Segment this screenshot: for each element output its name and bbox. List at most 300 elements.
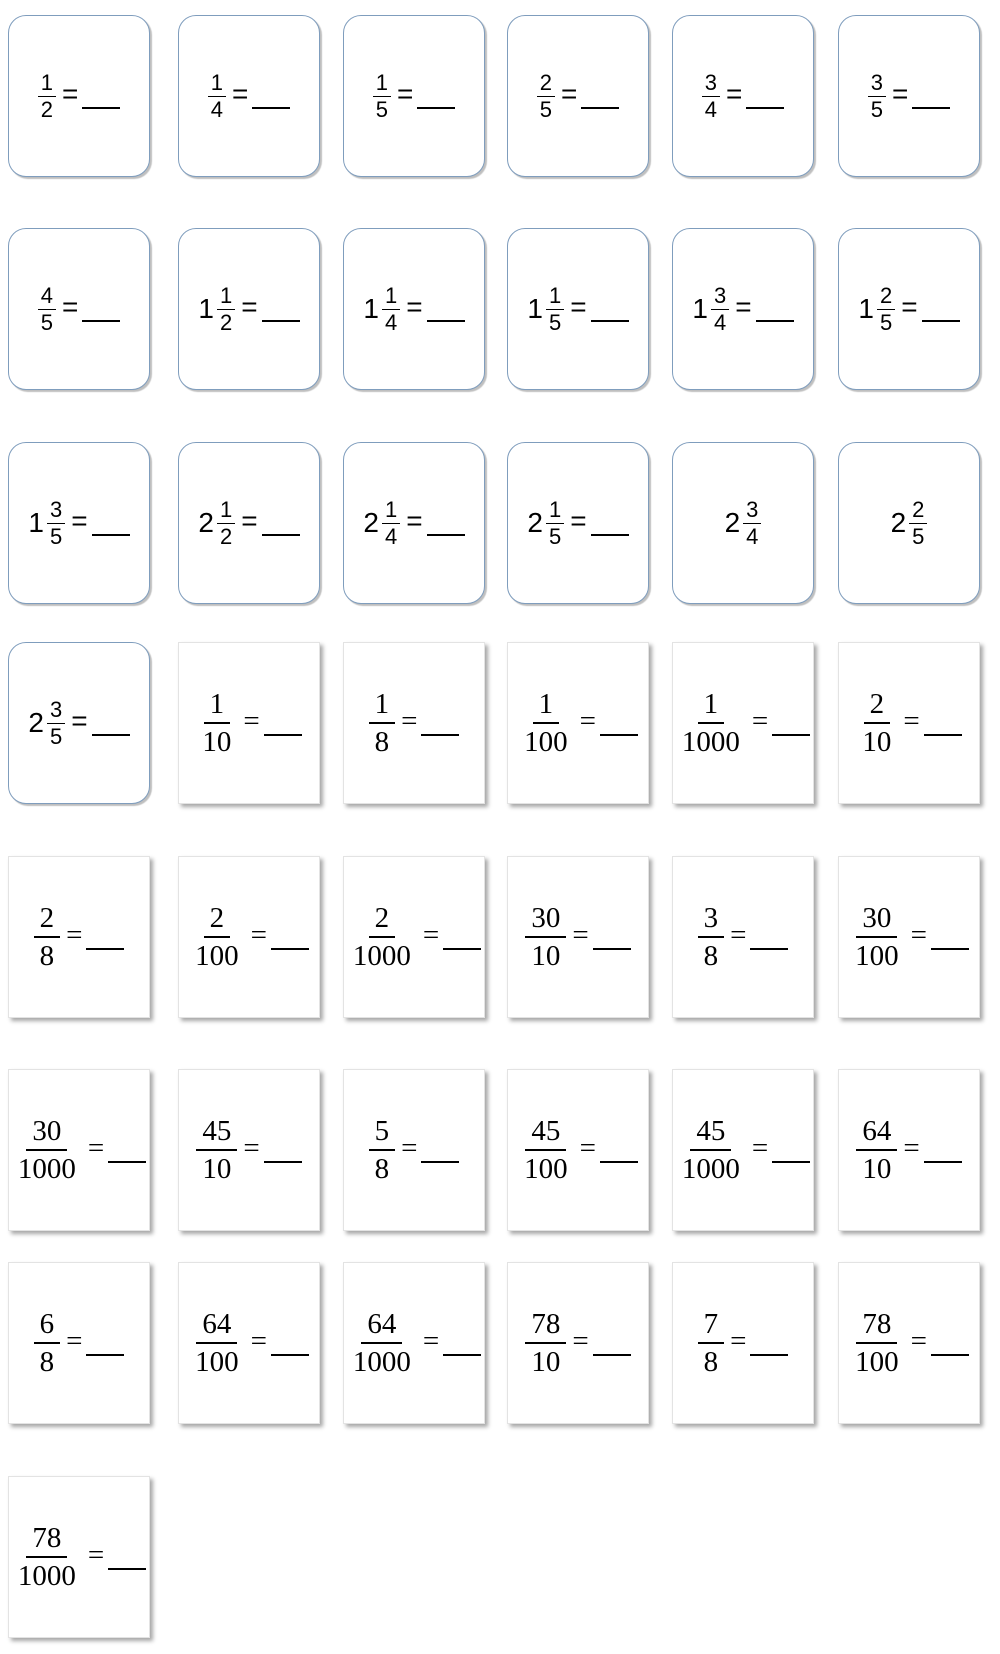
fraction-card[interactable] [507, 228, 649, 390]
fraction-expression [369, 686, 460, 760]
answer-blank[interactable] [924, 734, 962, 736]
fraction-card[interactable] [838, 442, 980, 604]
fraction [12, 1520, 82, 1594]
fraction [525, 1306, 566, 1380]
fraction-card[interactable] [8, 15, 150, 177]
equals-sign: = [396, 78, 414, 109]
fraction [868, 70, 886, 123]
denominator: 5 [40, 309, 53, 335]
denominator: 5 [49, 723, 63, 749]
answer-blank[interactable] [443, 1354, 481, 1356]
denominator: 4 [746, 523, 759, 549]
fraction-card[interactable] [507, 1069, 649, 1231]
denominator: 5 [49, 523, 63, 549]
fraction-expression [527, 283, 628, 336]
fraction-expression [858, 283, 959, 336]
fraction [12, 1113, 82, 1187]
fraction-card[interactable] [838, 1262, 980, 1424]
numerator: 45 [196, 1113, 237, 1151]
answer-blank[interactable] [252, 107, 290, 109]
fraction-card[interactable] [507, 1262, 649, 1424]
equals-sign: = [751, 704, 769, 737]
fraction-card[interactable] [178, 856, 320, 1018]
numerator: 3 [702, 70, 720, 97]
fraction-card[interactable] [838, 856, 980, 1018]
answer-blank[interactable] [746, 107, 784, 109]
answer-blank[interactable] [600, 1161, 638, 1163]
fraction [217, 283, 235, 336]
denominator: 5 [870, 96, 883, 122]
numerator: 1 [546, 497, 564, 524]
answer-blank[interactable] [92, 534, 130, 536]
denominator: 1000 [681, 1153, 740, 1185]
fraction [347, 900, 417, 974]
fraction-card[interactable] [178, 15, 320, 177]
denominator: 2 [219, 309, 233, 335]
numerator: 64 [856, 1113, 897, 1151]
answer-blank[interactable] [750, 948, 788, 950]
denominator: 10 [202, 726, 232, 758]
denominator: 100 [524, 726, 568, 758]
equals-sign: = [241, 291, 258, 322]
answer-blank[interactable] [922, 320, 960, 322]
answer-blank[interactable] [108, 1568, 146, 1570]
answer-blank[interactable] [427, 320, 465, 322]
fraction-expression [868, 70, 951, 123]
denominator: 5 [539, 96, 552, 122]
fraction [518, 686, 574, 760]
whole-number: 1 [363, 293, 379, 324]
numerator: 3 [47, 697, 65, 724]
fraction [702, 70, 720, 123]
denominator: 8 [39, 1346, 55, 1378]
fraction [189, 900, 245, 974]
fraction-card[interactable] [838, 228, 980, 390]
denominator: 4 [384, 523, 398, 549]
fraction-card[interactable] [672, 15, 814, 177]
numerator: 1 [369, 686, 396, 724]
fraction-expression [196, 686, 301, 760]
fraction [369, 1113, 396, 1187]
fraction-card[interactable] [343, 856, 485, 1018]
equals-sign: = [901, 291, 918, 322]
fraction-expression [208, 70, 291, 123]
answer-blank[interactable] [427, 534, 465, 536]
fraction-expression [189, 1306, 309, 1380]
answer-blank[interactable] [264, 1161, 302, 1163]
answer-blank[interactable] [421, 734, 459, 736]
denominator: 5 [375, 96, 388, 122]
equals-sign: = [61, 291, 79, 322]
denominator: 5 [879, 309, 893, 335]
fraction-expression [527, 497, 628, 550]
equals-sign: = [243, 704, 260, 737]
denominator: 100 [524, 1153, 568, 1185]
equals-sign: = [87, 1131, 105, 1164]
equals-sign: = [61, 78, 79, 109]
equals-sign: = [751, 1131, 769, 1164]
fraction [877, 283, 895, 336]
equals-sign: = [730, 918, 747, 951]
fraction-expression [189, 900, 309, 974]
fraction [369, 686, 396, 760]
denominator: 4 [713, 309, 727, 335]
equals-sign: = [250, 1324, 267, 1357]
fraction [196, 686, 237, 760]
fraction-card[interactable] [178, 1069, 320, 1231]
fraction-expression [856, 1113, 961, 1187]
denominator: 4 [704, 96, 717, 122]
fraction-card[interactable] [8, 1476, 150, 1638]
fraction-expression [537, 70, 620, 123]
fraction [676, 686, 746, 760]
fraction-card[interactable] [838, 1069, 980, 1231]
answer-blank[interactable] [750, 1354, 788, 1356]
fraction-expression [518, 686, 638, 760]
fraction [909, 497, 927, 550]
fraction [849, 1306, 905, 1380]
whole-number: 2 [890, 507, 907, 538]
denominator: 1000 [352, 940, 411, 972]
fraction-expression [12, 1113, 146, 1187]
fraction-expression [347, 900, 481, 974]
answer-blank[interactable] [912, 107, 950, 109]
denominator: 1000 [17, 1153, 76, 1185]
fraction-expression [702, 70, 785, 123]
fraction [518, 1113, 574, 1187]
fraction-expression [725, 497, 762, 550]
numerator: 3 [711, 283, 729, 310]
answer-blank[interactable] [924, 1161, 962, 1163]
equals-sign: = [250, 918, 267, 951]
numerator: 2 [34, 900, 61, 938]
fraction-expression [196, 1113, 301, 1187]
denominator: 100 [195, 940, 239, 972]
fraction [196, 1113, 237, 1187]
fraction-card[interactable] [838, 642, 980, 804]
equals-sign: = [406, 505, 423, 536]
answer-blank[interactable] [600, 734, 638, 736]
denominator: 4 [384, 309, 398, 335]
answer-blank[interactable] [417, 107, 455, 109]
whole-number: 2 [527, 507, 543, 538]
whole-number: 2 [363, 507, 379, 538]
fraction-card[interactable] [8, 1069, 150, 1231]
numerator: 4 [38, 283, 56, 310]
denominator: 5 [548, 309, 562, 335]
denominator: 8 [703, 940, 719, 972]
fraction [856, 686, 897, 760]
answer-blank[interactable] [756, 320, 794, 322]
fraction-card[interactable] [8, 228, 150, 390]
fraction-expression [369, 1113, 460, 1187]
fraction [217, 497, 235, 550]
fraction-expression [363, 497, 464, 550]
fraction [849, 900, 905, 974]
answer-blank[interactable] [86, 1354, 124, 1356]
denominator: 5 [912, 523, 925, 549]
fraction [38, 70, 56, 123]
equals-sign: = [66, 918, 83, 951]
numerator: 1 [204, 686, 231, 724]
denominator: 2 [40, 96, 53, 122]
fraction-expression [28, 497, 129, 550]
fraction-expression [698, 1306, 789, 1380]
denominator: 8 [703, 1346, 719, 1378]
fraction [34, 900, 61, 974]
equals-sign: = [231, 78, 249, 109]
fraction-card[interactable] [178, 642, 320, 804]
denominator: 10 [531, 940, 561, 972]
equals-sign: = [730, 1324, 747, 1357]
answer-blank[interactable] [262, 534, 300, 536]
numerator: 2 [369, 900, 396, 938]
answer-blank[interactable] [271, 1354, 309, 1356]
numerator: 2 [537, 70, 555, 97]
numerator: 45 [690, 1113, 731, 1151]
fraction [698, 900, 725, 974]
denominator: 100 [855, 1346, 899, 1378]
answer-blank[interactable] [421, 1161, 459, 1163]
numerator: 2 [877, 283, 895, 310]
fraction [189, 1306, 245, 1380]
fraction-expression [363, 283, 464, 336]
fraction-card[interactable] [343, 642, 485, 804]
equals-sign: = [422, 918, 440, 951]
answer-blank[interactable] [593, 948, 631, 950]
numerator: 1 [382, 283, 400, 310]
equals-sign: = [903, 704, 920, 737]
fraction-expression [525, 900, 630, 974]
fraction-expression [12, 1520, 146, 1594]
numerator: 2 [864, 686, 891, 724]
fraction-expression [347, 1306, 481, 1380]
answer-blank[interactable] [443, 948, 481, 950]
denominator: 1000 [17, 1560, 76, 1592]
denominator: 4 [210, 96, 223, 122]
denominator: 8 [374, 726, 390, 758]
denominator: 10 [862, 1153, 892, 1185]
numerator: 1 [382, 497, 400, 524]
denominator: 8 [374, 1153, 390, 1185]
fraction [208, 70, 226, 123]
equals-sign: = [572, 1324, 589, 1357]
fraction-expression [891, 497, 928, 550]
fraction-expression [373, 70, 456, 123]
equals-sign: = [241, 505, 258, 536]
fraction-card[interactable] [672, 642, 814, 804]
denominator: 100 [855, 940, 899, 972]
numerator: 6 [34, 1306, 61, 1344]
fraction [537, 70, 555, 123]
denominator: 10 [531, 1346, 561, 1378]
numerator: 1 [38, 70, 56, 97]
fraction-card[interactable] [838, 15, 980, 177]
fraction [38, 283, 56, 336]
numerator: 64 [196, 1306, 237, 1344]
fraction-card[interactable] [672, 228, 814, 390]
numerator: 1 [217, 283, 235, 310]
whole-number: 2 [198, 507, 214, 538]
answer-blank[interactable] [581, 107, 619, 109]
fraction-card[interactable] [8, 442, 150, 604]
numerator: 78 [26, 1520, 67, 1558]
answer-blank[interactable] [264, 734, 302, 736]
denominator: 1000 [352, 1346, 411, 1378]
fraction-card[interactable] [672, 856, 814, 1018]
fraction-card[interactable] [8, 1262, 150, 1424]
fraction-card[interactable] [343, 442, 485, 604]
answer-blank[interactable] [262, 320, 300, 322]
fraction-expression [198, 497, 299, 550]
numerator: 3 [743, 497, 761, 524]
answer-blank[interactable] [593, 1354, 631, 1356]
answer-blank[interactable] [108, 1161, 146, 1163]
answer-blank[interactable] [931, 1354, 969, 1356]
fraction-card[interactable] [343, 228, 485, 390]
fraction [47, 497, 65, 550]
equals-sign: = [87, 1538, 105, 1571]
numerator: 1 [533, 686, 560, 724]
fraction-card[interactable] [8, 642, 150, 804]
numerator: 2 [909, 497, 927, 524]
fraction-expression [676, 1113, 810, 1187]
fraction-expression [849, 1306, 969, 1380]
answer-blank[interactable] [86, 948, 124, 950]
whole-number: 2 [28, 707, 44, 738]
numerator: 1 [217, 497, 235, 524]
fraction-card[interactable] [343, 1069, 485, 1231]
numerator: 30 [856, 900, 897, 938]
fraction [347, 1306, 417, 1380]
fraction-card[interactable] [507, 442, 649, 604]
fraction-card[interactable] [178, 1262, 320, 1424]
answer-blank[interactable] [82, 320, 120, 322]
equals-sign: = [243, 1131, 260, 1164]
whole-number: 1 [527, 293, 543, 324]
equals-sign: = [725, 78, 743, 109]
denominator: 5 [548, 523, 562, 549]
fraction-card[interactable] [672, 442, 814, 604]
numerator: 30 [26, 1113, 67, 1151]
equals-sign: = [560, 78, 578, 109]
equals-sign: = [66, 1324, 83, 1357]
fraction [525, 900, 566, 974]
numerator: 45 [525, 1113, 566, 1151]
numerator: 5 [369, 1113, 396, 1151]
numerator: 1 [373, 70, 391, 97]
equals-sign: = [570, 505, 587, 536]
fraction-card[interactable] [672, 1262, 814, 1424]
fraction [676, 1113, 746, 1187]
equals-sign: = [579, 1131, 596, 1164]
answer-blank[interactable] [271, 948, 309, 950]
numerator: 78 [856, 1306, 897, 1344]
answer-blank[interactable] [931, 948, 969, 950]
numerator: 1 [208, 70, 226, 97]
answer-blank[interactable] [772, 734, 810, 736]
whole-number: 1 [198, 293, 214, 324]
fraction-card[interactable] [343, 1262, 485, 1424]
fraction-expression [856, 686, 961, 760]
fraction-expression [34, 1306, 125, 1380]
fraction-card[interactable] [178, 228, 320, 390]
whole-number: 1 [858, 293, 874, 324]
answer-blank[interactable] [591, 320, 629, 322]
denominator: 8 [39, 940, 55, 972]
equals-sign: = [572, 918, 589, 951]
fraction-card[interactable] [672, 1069, 814, 1231]
equals-sign: = [735, 291, 752, 322]
fraction-card[interactable] [507, 856, 649, 1018]
fraction-expression [38, 70, 121, 123]
fraction-expression [28, 697, 129, 750]
equals-sign: = [406, 291, 423, 322]
fraction-expression [518, 1113, 638, 1187]
denominator: 1000 [681, 726, 740, 758]
equals-sign: = [579, 704, 596, 737]
fraction-expression [698, 900, 789, 974]
answer-blank[interactable] [92, 734, 130, 736]
fraction-expression [198, 283, 299, 336]
equals-sign: = [71, 505, 88, 536]
numerator: 1 [546, 283, 564, 310]
numerator: 7 [698, 1306, 725, 1344]
denominator: 10 [862, 726, 892, 758]
fraction-expression [38, 283, 121, 336]
equals-sign: = [570, 291, 587, 322]
fraction [698, 1306, 725, 1380]
whole-number: 2 [724, 507, 741, 538]
numerator: 2 [204, 900, 231, 938]
fraction-expression [525, 1306, 630, 1380]
fraction [743, 497, 761, 550]
numerator: 3 [698, 900, 725, 938]
fraction-card[interactable] [507, 642, 649, 804]
answer-blank[interactable] [82, 107, 120, 109]
fraction [856, 1113, 897, 1187]
equals-sign: = [891, 78, 909, 109]
whole-number: 1 [28, 507, 44, 538]
answer-blank[interactable] [772, 1161, 810, 1163]
equals-sign: = [903, 1131, 920, 1164]
fraction [34, 1306, 61, 1380]
fraction [546, 497, 564, 550]
fraction-expression [692, 283, 793, 336]
fraction-expression [676, 686, 810, 760]
equals-sign: = [910, 918, 927, 951]
fraction-card[interactable] [178, 442, 320, 604]
fraction-expression [34, 900, 125, 974]
fraction-card[interactable] [507, 15, 649, 177]
equals-sign: = [71, 705, 88, 736]
equals-sign: = [422, 1324, 440, 1357]
answer-blank[interactable] [591, 534, 629, 536]
fraction [711, 283, 729, 336]
numerator: 78 [525, 1306, 566, 1344]
fraction [47, 697, 65, 750]
equals-sign: = [401, 1131, 418, 1164]
numerator: 64 [361, 1306, 402, 1344]
fraction-expression [849, 900, 969, 974]
numerator: 30 [525, 900, 566, 938]
equals-sign: = [401, 704, 418, 737]
numerator: 1 [698, 686, 725, 724]
denominator: 100 [195, 1346, 239, 1378]
fraction-card[interactable] [343, 15, 485, 177]
equals-sign: = [910, 1324, 927, 1357]
fraction-card[interactable] [8, 856, 150, 1018]
